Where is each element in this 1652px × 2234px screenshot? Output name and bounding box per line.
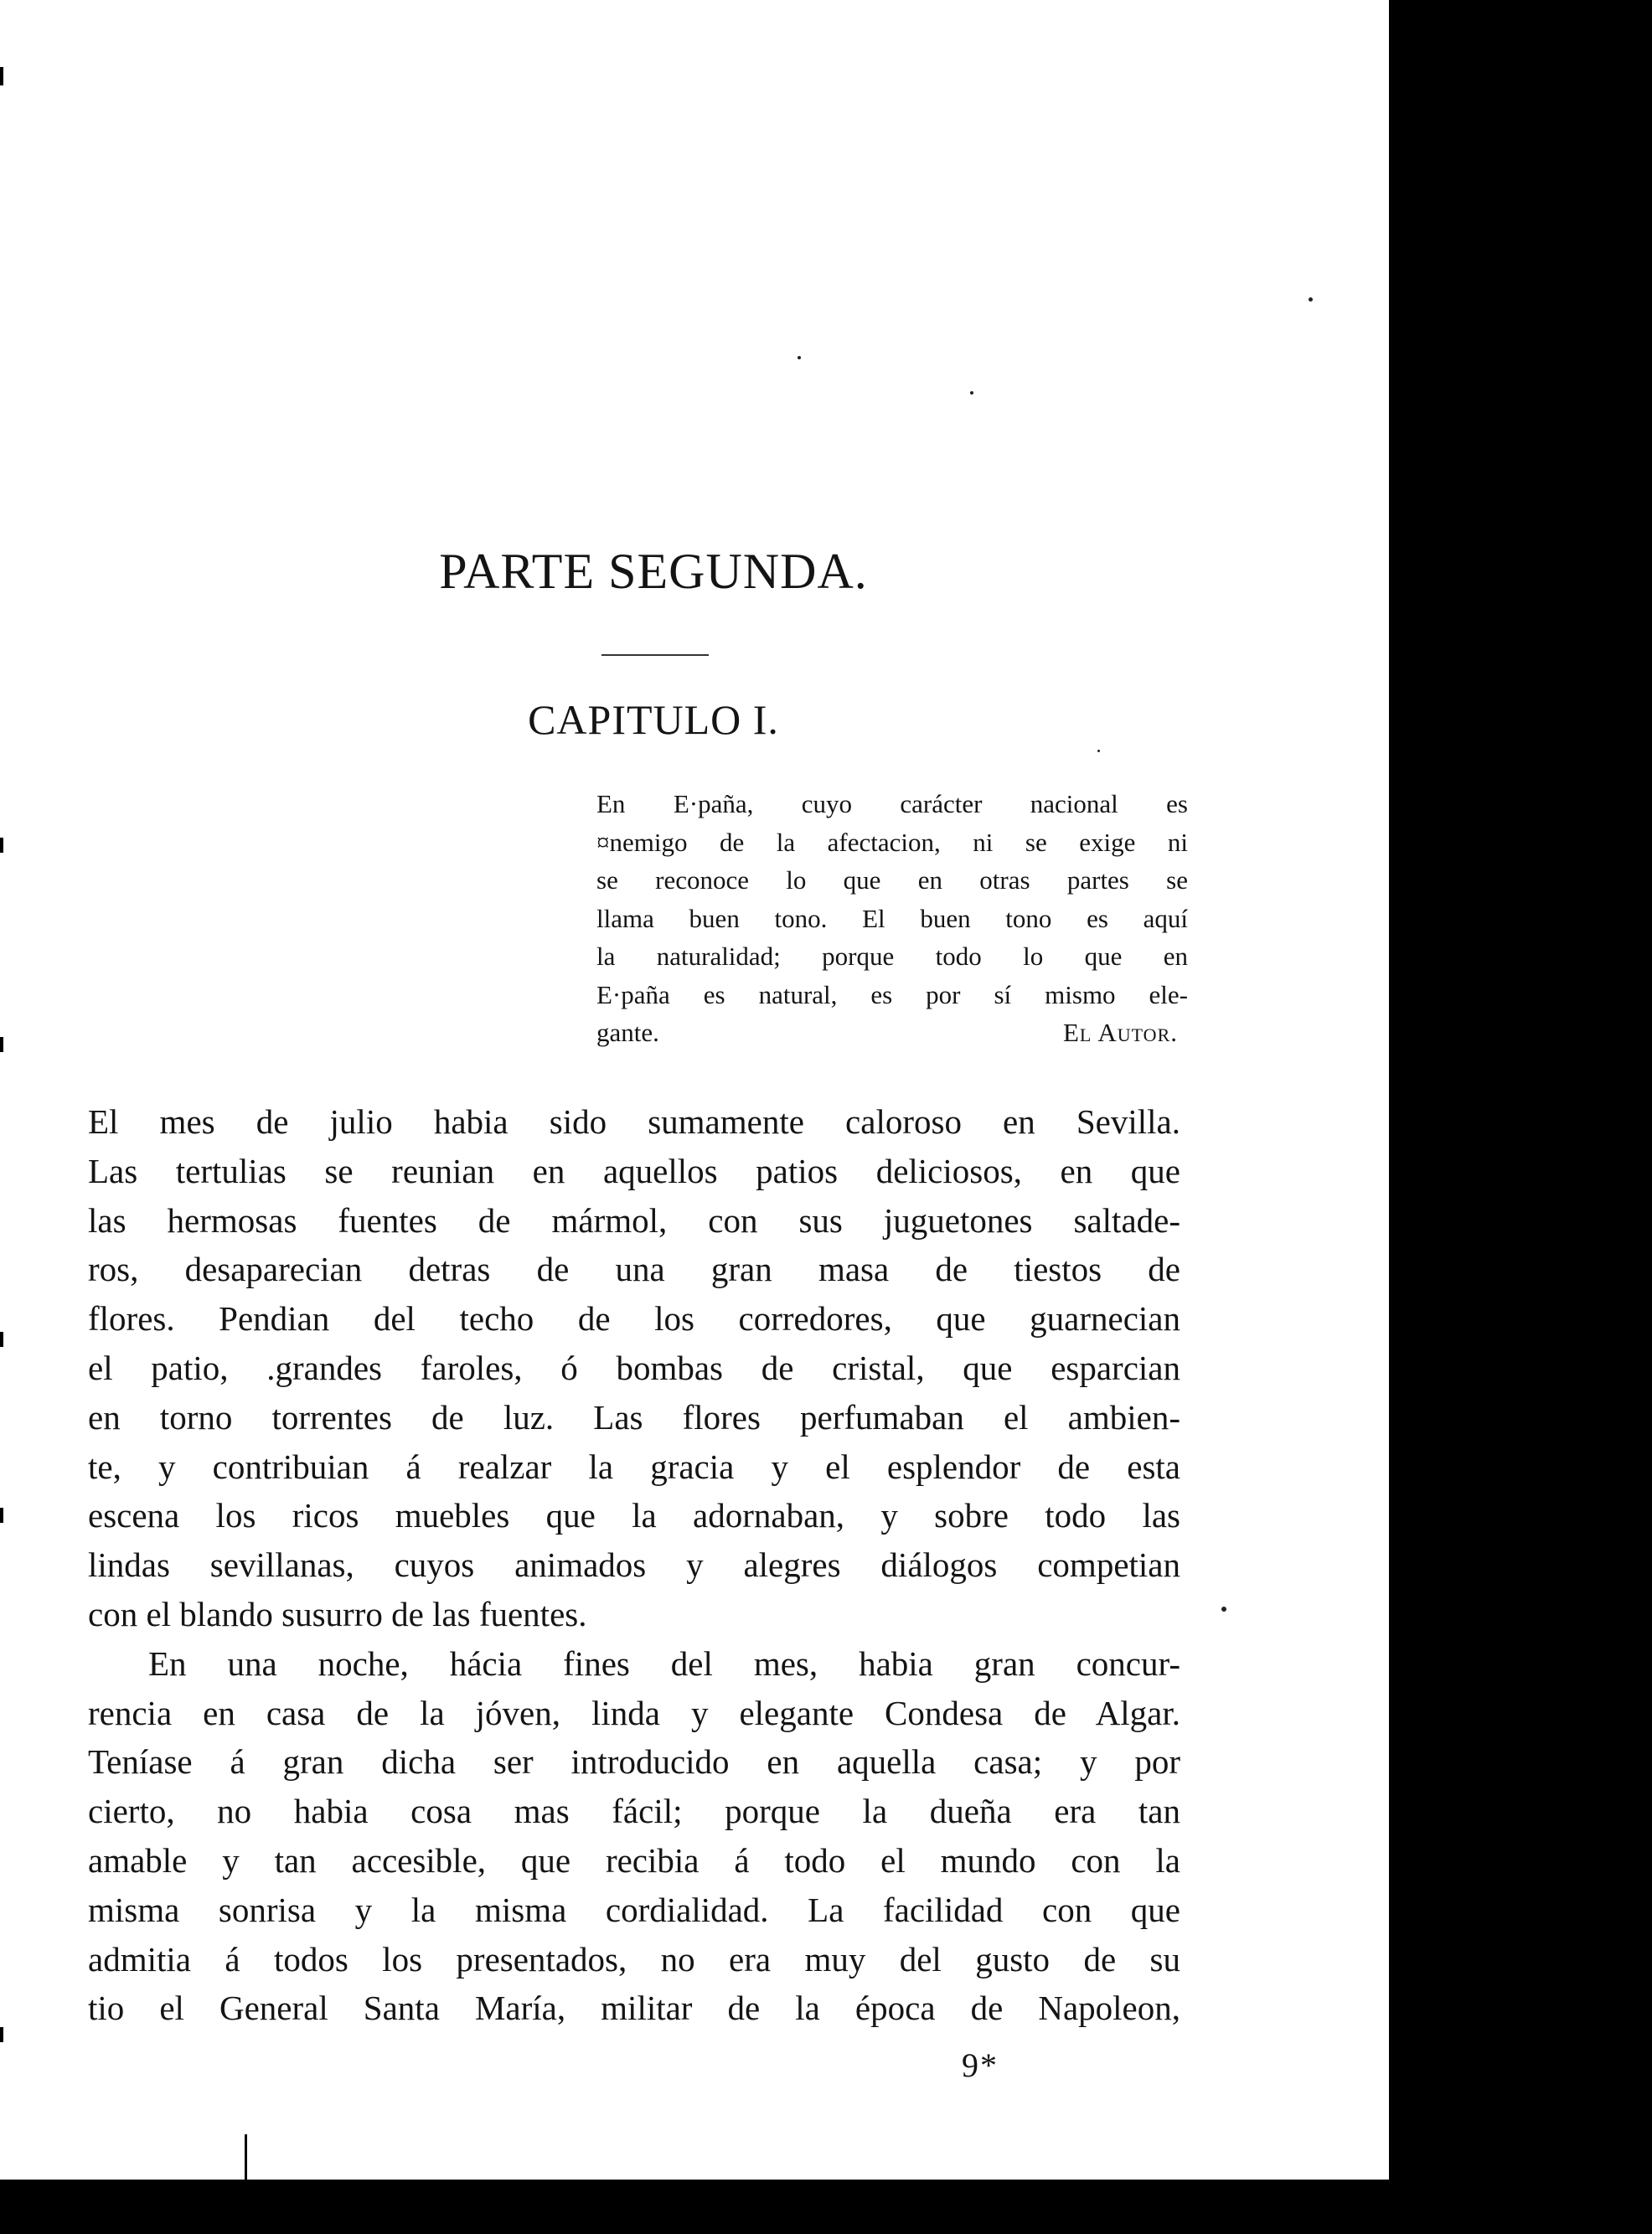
- scan-margin-mark: [0, 1332, 3, 1347]
- text-line: te, y contribuian á realzar la gracia y el esplendor de esta: [88, 1447, 1180, 1486]
- scan-border-bottom: [0, 2180, 1652, 2234]
- scan-speck: [798, 356, 801, 359]
- text-line: en torno torrentes de luz. Las flores perfumaban el ambien-: [88, 1397, 1180, 1437]
- scan-speck: [970, 391, 973, 395]
- text-line: Teníase á gran dicha ser introducido en aquella casa; y por: [88, 1742, 1180, 1782]
- epigraph-line: se reconoce lo que en otras partes se: [596, 865, 1188, 895]
- text-line: Las tertulias se reunian en aquellos patios deliciosos, en que: [88, 1151, 1180, 1190]
- text-line: El mes de julio habia sido sumamente caloroso en Sevilla.: [88, 1102, 1180, 1141]
- text-line: En una noche, hácia fines del mes, habia gran concur-: [148, 1643, 1180, 1683]
- text-line: escena los ricos muebles que la adornaban, y sobre todo las: [88, 1496, 1180, 1535]
- epigraph-line: E·paña es natural, es por sí mismo ele-: [596, 979, 1188, 1009]
- text-line: ros, desaparecian detras de una gran masa de tiestos de: [88, 1250, 1180, 1289]
- scan-speck: [1309, 297, 1313, 302]
- epigraph-last-line: [596, 1014, 1188, 1052]
- paragraph: [88, 1639, 1180, 2033]
- text-line: misma sonrisa y la misma cordialidad. La facilidad con que: [88, 1890, 1180, 1929]
- chapter-title: CAPITULO I.: [528, 696, 779, 743]
- text-line: lindas sevillanas, cuyos animados y alegres diálogos competian: [88, 1545, 1180, 1585]
- scan-margin-mark: [245, 2134, 247, 2180]
- text-line: amable y tan accesible, que recibia á todo el mundo con la: [88, 1840, 1180, 1880]
- text-line: flores. Pendian del techo de los corredores, que guarnecian: [88, 1299, 1180, 1339]
- text-line: con el blando susurro de las fuentes.: [88, 1594, 587, 1633]
- text-line: el patio, .grandes faroles, ó bombas de cristal, que esparcian: [88, 1348, 1180, 1387]
- scan-speck: [1221, 1607, 1226, 1612]
- body-text: [88, 1097, 1180, 2033]
- epigraph-line: ¤nemigo de la afectacion, ni se exige ni: [596, 827, 1188, 857]
- text-line: admitia á todos los presentados, no era muy del gusto de su: [88, 1939, 1180, 1979]
- part-title: PARTE SEGUNDA.: [439, 544, 868, 599]
- scan-margin-mark: [0, 838, 3, 853]
- page-number: 9*: [962, 2046, 999, 2084]
- scan-margin-mark: [0, 1508, 3, 1523]
- epigraph-line: gante.: [596, 1018, 659, 1047]
- title-divider: [601, 654, 709, 656]
- epigraph-line: llama buen tono. El buen tono es aquí: [596, 903, 1188, 933]
- scan-border-right: [1389, 0, 1652, 2234]
- scan-margin-mark: [0, 1037, 3, 1052]
- scan-margin-mark: [0, 67, 3, 85]
- epigraph-line: la naturalidad; porque todo lo que en: [596, 942, 1188, 971]
- text-line: las hermosas fuentes de mármol, con sus juguetones saltade-: [88, 1200, 1180, 1240]
- epigraph-line: En E·paña, cuyo carácter nacional es: [596, 789, 1188, 818]
- text-line: tio el General Santa María, militar de la época de Napoleon,: [88, 1989, 1180, 2028]
- scan-speck: [1097, 750, 1100, 752]
- paragraph: [88, 1097, 1180, 1639]
- epigraph: [596, 785, 1188, 1052]
- text-line: rencia en casa de la jóven, linda y elegante Condesa de Algar.: [88, 1693, 1180, 1732]
- text-line: cierto, no habia cosa mas fácil; porque la dueña era tan: [88, 1792, 1180, 1831]
- scan-margin-mark: [0, 2027, 3, 2042]
- epigraph-author: El Autor.: [1062, 1018, 1178, 1047]
